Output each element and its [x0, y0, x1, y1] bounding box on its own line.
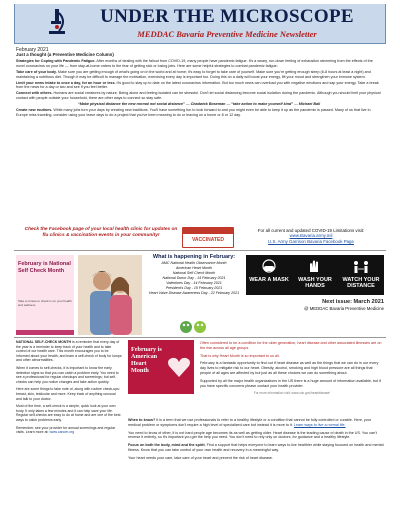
heart-p3: February is a fantastic opportunity to find out if heart disease as well as the things that we can do in our every day lives to mitigate risk to our heart. Obesity, alcohol, smoking and high blood pressure are all things that people of all ages are affected by but just as all these choices we can do something about.: [200, 361, 379, 375]
self-check-p1: is a reminder that every day of the year is a reminder to keep track of your health and to take control of our health care. This month encourages you to be informed about your health, and learn a self-check of body for lumps and other abnormalities.: [16, 340, 122, 363]
facebook-promo: Check the Facebook page of your local health clinic for updates on flu clinics & vaccination events in your community!: [24, 227, 178, 238]
poster-subtext: Take a minute to check in on your health and wellness: [18, 299, 72, 307]
tip-connect-text: Humans are social creatures by nature. Being alone and feeling isolated can be stressful. Don't let social distancing become social isolation during the pandemic. Although you should limit your physical contact with people outside your household, there are other ways to connect so stay safe.: [16, 91, 381, 101]
publisher: @ MEDDAC Bavaria Preventive Medicine: [304, 305, 384, 311]
newsletter-title: UNDER THE MICROSCOPE: [100, 6, 354, 27]
heart-p1: Often considered to be a condition for the older generation, heart disease and other associated illnesses are on the rise across all age groups.: [200, 341, 382, 350]
observance-item: President's Day - 15 February 2021: [165, 286, 223, 290]
hands-icon: [306, 258, 324, 276]
self-check-lead: NATIONAL SELF-CHECK MONTH: [16, 340, 72, 344]
tip-routine-text: While many jobs turn your days by creating new traditions. You'll have something fun to look forward to and you might even be able to keep it up as the pandemic is passed. Many of us that live in Europe miss traveling, consider using your leave days to do a project that you've been meaning to do or leaving on a home or 8 or 12 day.: [16, 108, 371, 117]
observance-item: American Heart Month: [176, 266, 212, 270]
observance-item: Valentines Day - 14 February 2021: [166, 281, 222, 285]
vaccinated-card: [182, 227, 234, 248]
germ-illustration: [176, 318, 210, 336]
self-check-p2: When it comes to self-checks, it is important to know the early detection signs so that you can catch a problem early. You need to see a professional for regular checkups and screenings; but self-checks can help you notice changes and take action quickly.: [16, 365, 119, 384]
self-check-p4: Most of the time, a self-check is a simple, quick look at your own body. It only takes a few minutes and it can help save your life. Regular self-checks are easy to do at home and are one of the best ways to catch problems early.: [16, 404, 121, 422]
newsletter-subtitle: MEDDAC Bavaria Preventive Medicine Newsletter: [137, 29, 317, 39]
wash-hands-cell: [292, 255, 338, 295]
poster-heading: February is National Self Check Month: [18, 261, 71, 274]
observance-item: AMC National Health Observance Month: [161, 261, 227, 265]
article-headline: Strategies for Coping with Pandemic Fatigue.: [16, 58, 96, 63]
distance-icon: [352, 258, 370, 276]
illness-p2: You need to know of other, it is not hard people age becomes its as well as getting older. Heart disease is the leading cause of death in the US. You can't reverse it entirely, so it's important you get the help you need. You don't need to rely only on doctors, for guidance and a healthy lifestyle.: [128, 430, 377, 440]
quote-line: “Make physical distance the new normal not social distance” — Chadwick Boseman — “take action to make yourself kind” — Michael Ball: [77, 102, 321, 107]
tip-connect-lead: Connect with others.: [16, 91, 53, 96]
wash-hands-label: WASH YOUR HANDS: [298, 277, 332, 289]
divider: [14, 337, 386, 338]
heart-p4: Supported by all the major health organizations in the US there is a huge amount of information available, but if you have specific concerns please contact your health provider.: [200, 378, 382, 388]
watch-distance-label: WATCH YOUR DISTANCE: [342, 277, 380, 289]
wear-mask-cell: [246, 255, 292, 295]
self-check-p3: Here are some things to take note of, along with routine check-ups: breast, skin, testicular and more. Keep track of anything unusual and talk to your doctor.: [16, 387, 120, 401]
illness-p3: Find a support that helps everyone to learn ways to live healthier while staying focused on health and mental fitness. Know that you can take control of your own health and recovery in a meaningful way.: [128, 443, 384, 452]
next-issue-date: Next issue: March 2021: [322, 299, 384, 305]
tip-news-lead: Limit your news intake to once a day, for an hour or less.: [16, 80, 116, 85]
chronic-illness-article: [128, 418, 384, 464]
self-check-p5: Remember, see your provider for annual screenings and regular visits. Learn more at:: [16, 425, 116, 435]
mask-icon: [260, 258, 278, 276]
illness-p3-lead: Focus on both the body, mind and the spirit.: [128, 443, 206, 448]
microscope-icon: [45, 7, 69, 37]
illness-lead: When to know?: [128, 418, 156, 422]
column-title: Just a thought (a Preventive Medicine Column): [16, 52, 114, 57]
self-check-article: [16, 340, 122, 438]
february-observances: [146, 255, 242, 296]
heart-month-article: [200, 341, 384, 398]
tip-routine-lead: Create new routines.: [16, 108, 53, 113]
heart-month-poster: [128, 340, 194, 394]
watch-distance-cell: [338, 255, 384, 295]
illness-p4: Your heart needs your care, take care of your heart and prevent the risk of heart disease.: [128, 455, 273, 460]
vaccinated-word: VACCINATED: [191, 237, 225, 243]
heart-p2: That is why Heart Month is so important to us all.: [200, 353, 280, 358]
garrison-facebook-link[interactable]: U.S. Army Garrison Bavaria Facebook Page: [268, 238, 354, 244]
observance-item: National Donor Day - 14 February 2021: [162, 276, 226, 280]
wear-wash-watch-banner: [246, 255, 384, 295]
issue-date: February 2021: [16, 47, 49, 53]
updates-intro: For all current and updated COVID-19 Limitations visit:: [257, 228, 365, 233]
covid-updates: [238, 228, 384, 244]
bavaria-army-link[interactable]: www.Bavaria.army.mil: [289, 233, 333, 239]
heart-icon: [166, 354, 192, 380]
heart-poster-text: February is American Heart Month: [131, 346, 162, 374]
cancer-org-link[interactable]: www.cancer.org: [49, 430, 75, 435]
observance-item: National Self Check Month: [172, 271, 216, 275]
illness-link[interactable]: Learn ways to live a normal life.: [293, 422, 346, 427]
coping-article: [16, 53, 382, 119]
masthead: [14, 4, 386, 44]
divider: [14, 250, 386, 251]
observances-title: What is happening in February:: [152, 254, 236, 260]
tip-body-lead: Take care of your body.: [16, 69, 57, 74]
self-check-month-poster: [16, 255, 74, 335]
article-intro: After months of dealing with the fallout from COVID-19, many people have pandemic fatigue. It's a weary, run-down feeling of exhaustion stemming from the effects of the novel coronavirus on your life — from stay-at-home orders to the fear of getting sick or losing jobs. Here are some helpful strategies to combat pandemic fatigue:: [16, 58, 373, 68]
heart-source: For more information visit: www.cdc.gov/heartdisease/: [253, 391, 331, 396]
next-issue: [246, 300, 384, 312]
couple-photo: [78, 255, 142, 335]
tip-body-text: Make sure you are getting enough of what's going on in the world and at home; it's easy to forget to take care of yourself. Make sure you're getting enough sleep (6-8 hours at least a night) and maintaining a nutritious diet. Though it may be difficult to manage the motivation, exercising every day is important too. Doing this on a daily will boost your energy, lift your mood and strengthen your immune system.: [16, 69, 371, 79]
tip-news-text: It's good to stay up to date on the latest coronavirus information. But too much news can overload you with negative emotions and sap your energy. Take a break from the news for a day or two and see if you feel better.: [16, 80, 379, 90]
observance-item: Heart Valve Disease Awareness Day - 22 February 2021: [148, 291, 240, 295]
wear-mask-label: WEAR A MASK: [249, 277, 289, 283]
illness-p1: It is a term that we use professionals to refer to a healthy lifestyle or a condition that cannot be fully controlled or curable. Here, your medical problem or symptoms don't require a high level of specialized care but instead it is more to it.: [128, 418, 372, 427]
